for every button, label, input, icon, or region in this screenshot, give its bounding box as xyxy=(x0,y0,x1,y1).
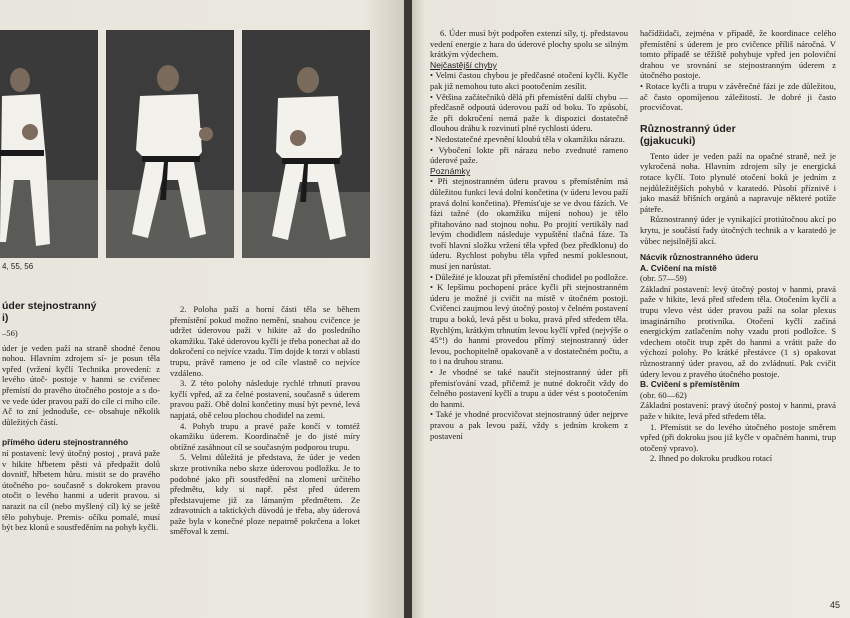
figure-reference: –56) xyxy=(2,328,18,338)
exercise-a-heading: A. Cvičení na místě xyxy=(640,262,717,273)
section-title-line-2: i) xyxy=(2,312,9,324)
note-item: • K lepšímu pochopení práce kyčli při stejnostranném úderu je možné ji cvičit na místě v útočném postoji. Cvičenci zaujmou levý útočný postoj v čelném postavení trupu a boků, levá pěst u boku, pravá před středem těla. Rychlým, krátkým trhnutím levou kyčlí vpřed (nejvýše o 45°!) do hanmi provedou přímý stejnostranný úder levou, pochopitelně opakovaně a v dostatečném počtu, a to i na druhou stranu. xyxy=(430,282,628,367)
error-item: • Nedostatečné zpevnění kloubů těla v okamžiku nárazu. xyxy=(430,133,625,144)
note-item: • Také je vhodné procvičovat stejnostranný úder nejprve pravou a pak levou paží, vždy s jedním krokem z postavení xyxy=(430,409,628,441)
rotation-note: • Rotace kyčli a trupu v závěrečné fázi je zde důležitou, ač často opomíjenou záležitostí. Je dobré ji často procvičovat. xyxy=(640,80,836,113)
karate-photo-1 xyxy=(0,30,98,258)
subsection-heading: přímého úderu stejnostranného xyxy=(2,437,129,448)
intro-paragraph: úder je veden paží na straně shodné čenou nohou. Hlavním zdrojem sí- je posun těla vpřed (vržení kyčlí Technika provedení: z levého útoč- postoje v hanmi se cvičenec přemístí do pravého útočného postoje a s do- ve vede úder pravou paží do cíle ci rního cíle. Ač to zní jednoduše, ce- obsahuje několik důležitých částí. xyxy=(2,342,160,427)
karate-photo-3 xyxy=(242,30,370,258)
left-column-1 xyxy=(2,300,160,533)
error-item: • Velmi častou chybou je předčasné otočení kyčli. Kyčle pak již nemohou tuto akci pootočením zesílit. xyxy=(430,70,628,91)
section-title-2-line-2: (gjakucuki) xyxy=(640,134,696,147)
error-item: • Většina začátečníků dělá při přemístění další chybu — předčasně odpoutá úderovou paží od boku. To způsobí, že při dokročení nemá paže k dispozici dostatečně dlouhou dráhu k rozvinutí plné rychlosti úderu. xyxy=(430,91,628,134)
exercise-a-reference: (obr. 57—59) xyxy=(640,273,687,284)
step-4: 4. Pohyb trupu a pravé paže končí v tomtéž okamžiku úderem. Koordinačně je do jisté míry obtížné zasáhnout cíl se současným podporou trupu. xyxy=(170,420,360,452)
photo-caption: 4, 55, 56 xyxy=(2,262,34,271)
exercise-b-step-1: 1. Přemístit se do levého útočného postoje směrem vpřed (při dokroku jsou již kyčle v opačném hanmi, trup otočený vpravo). xyxy=(640,421,836,453)
description-1: Tento úder je veden paží na opačné straně, než je vykročená noha. Hlavním zdrojem síly je energická rotace kyčlí. Toto plynulé otočení boků je jedním z nejdůležitějších pohybů v karatedó. Působí příznivě i jako masáž břišních orgánů a napravuje některé potíže páteře. xyxy=(640,150,836,214)
right-page xyxy=(412,0,850,618)
continued-paragraph: hačídžidači, zejména v případě, že koordinace celého přemístění s úderem je pro cvičence příliš náročná. V tomto případě se těžiště pohybuje vpřed jen poloviční drahou ve srovnání se stejnostranným úderem z útočného postoje. xyxy=(640,28,836,81)
errors-heading: Nejčastější chyby xyxy=(430,59,497,70)
right-column-1 xyxy=(430,28,628,441)
note-item: • Je vhodné se také naučit stejnostranný úder při přemisťování vzad, přičemž je nutné dokročit vždy do čelného postavení kyčlí a trupu a úder vést s pootočením do hanmi. xyxy=(430,367,628,409)
training-heading: Nácvik různostranného úderu xyxy=(640,252,759,263)
error-item: • Vybočení lokte při nárazu nebo zvednuté rameno úderové paže. xyxy=(430,144,628,166)
exercise-b-reference: (obr. 60—62) xyxy=(640,389,687,400)
page-number: 45 xyxy=(829,600,840,610)
step-2: 2. Poloha paží a horní části těla se během přemístění pokud možno nemění, snahou cvičence je udržet úderovou paži v hikite až do posledního okamžiku. Také úderovou kyčli je třeba ponechat až do dokročení co nejvíce vzadu. Tím dojde k torzi v oblasti trupu, právě rameno je od cíle vlastně co nejvíce vzdáleno. xyxy=(170,304,360,378)
description-2: Různostranný úder je vynikající protiútočnou akcí po krytu, je součástí řady útočných technik a v karatedó je vůbec nejsilnější akcí. xyxy=(640,214,836,246)
step-3: 3. Z této polohy následuje rychlé trhnutí pravou kyčlí vpřed, až za čelné postavení, současně s úderem pravou paží. Obě dolní končetiny musí být pevné, levá napjatá, obě celou plochou chodidel na zemi. xyxy=(170,378,360,420)
right-column-2 xyxy=(640,28,836,464)
exercise-b-heading: B. Cvičení s přemístěním xyxy=(640,379,740,390)
left-page xyxy=(0,0,404,618)
karate-photo-2 xyxy=(106,30,234,258)
exercise-b-step-2: 2. Ihned po dokroku prudkou rotací xyxy=(650,453,773,464)
step-5: 5. Velmi důležitá je představa, že úder je veden skrze protivníka nebo skrze úderovou podložku. Je to podobné jako při soustředění na zlomení určitého předmětu, kdy si např. pěst před úderem představujeme již za lámaným předmětem. Ze zdravotních a taktických důvodů je třeba, aby úderová paže byla v konečné ploze nepatrně pokrčena a loket směřoval k zemi. xyxy=(170,452,360,537)
exercise-b-body: Základní postavení: pravý útočný postoj v hanmi, pravá paže v hikite, levá před středem těla. xyxy=(640,400,836,421)
book-gutter xyxy=(404,0,412,618)
note-item: • Při stejnostranném úderu pravou s přemístěním má důležitou funkci levá dolní končetina (v úderu levou paží pravá dolní končetina). Přemísťuje se ve dvou fázích. Ve fázi tažné (do okamžiku míjení nohou) je tělo přitahováno nad stojnou nohu. Po projití vertikály nad levým chodidlem následuje vypuštění tlačná fáze. Ta tvoří hlavní složku vržení těla vpřed (bez předklonu) do úderu. Rychlost pohybu těla vpřed nesmí poklesnout, musí jen narůstat. xyxy=(430,176,628,272)
step-6: 6. Úder musí být podpořen extenzí síly, tj. představou vedení energie z hara do úderové plochy spolu se silným krátkým výdechem. xyxy=(430,28,628,60)
section-title-line-1: úder stejnostranný xyxy=(2,300,97,312)
subsection-body: ní postavení: levý útočný postoj , pravá paže v hikite hřbetem pěsti vá předpažit dolů dovnitř, hřbetem hůru. mistit se do pravého útočného po- současně s dokrokem pravou otočit o levého hanmi a uderit pravou. si narazit na cíl (nebo myšlený cíl) ký se ještě tělo pohybuje. Premis- očíku pomalé, musí být bez klonů e soustředěním na pohyb kyčli. xyxy=(2,447,160,533)
notes-heading: Poznámky xyxy=(430,165,471,176)
section-title-2-line-1: Různostranný úder xyxy=(640,122,736,135)
exercise-a-body: Základní postavení: levý útočný postoj v hanmi, pravá paže v hikite, levá před středem těla. Otočením kyčlí a trupu vlevo vést úder pravou paží na solar plexus imaginárního protivníka. Otočení kyčlí začíná energickým zatlačením nohy vzadu proti podložce. S vdechem otočit trup zpět do hanmi a vrátit paže do výchozí polohy. Po krátké přestávce (1 s) opakovat různostranný úder pravou, až do zvládnutí. Pak cvičit údery levou z pravého útočného postoje. xyxy=(640,283,836,379)
note-item: • Důležité je klouzat při přemístění chodidel po podložce. xyxy=(430,271,628,282)
left-column-2 xyxy=(170,304,360,537)
